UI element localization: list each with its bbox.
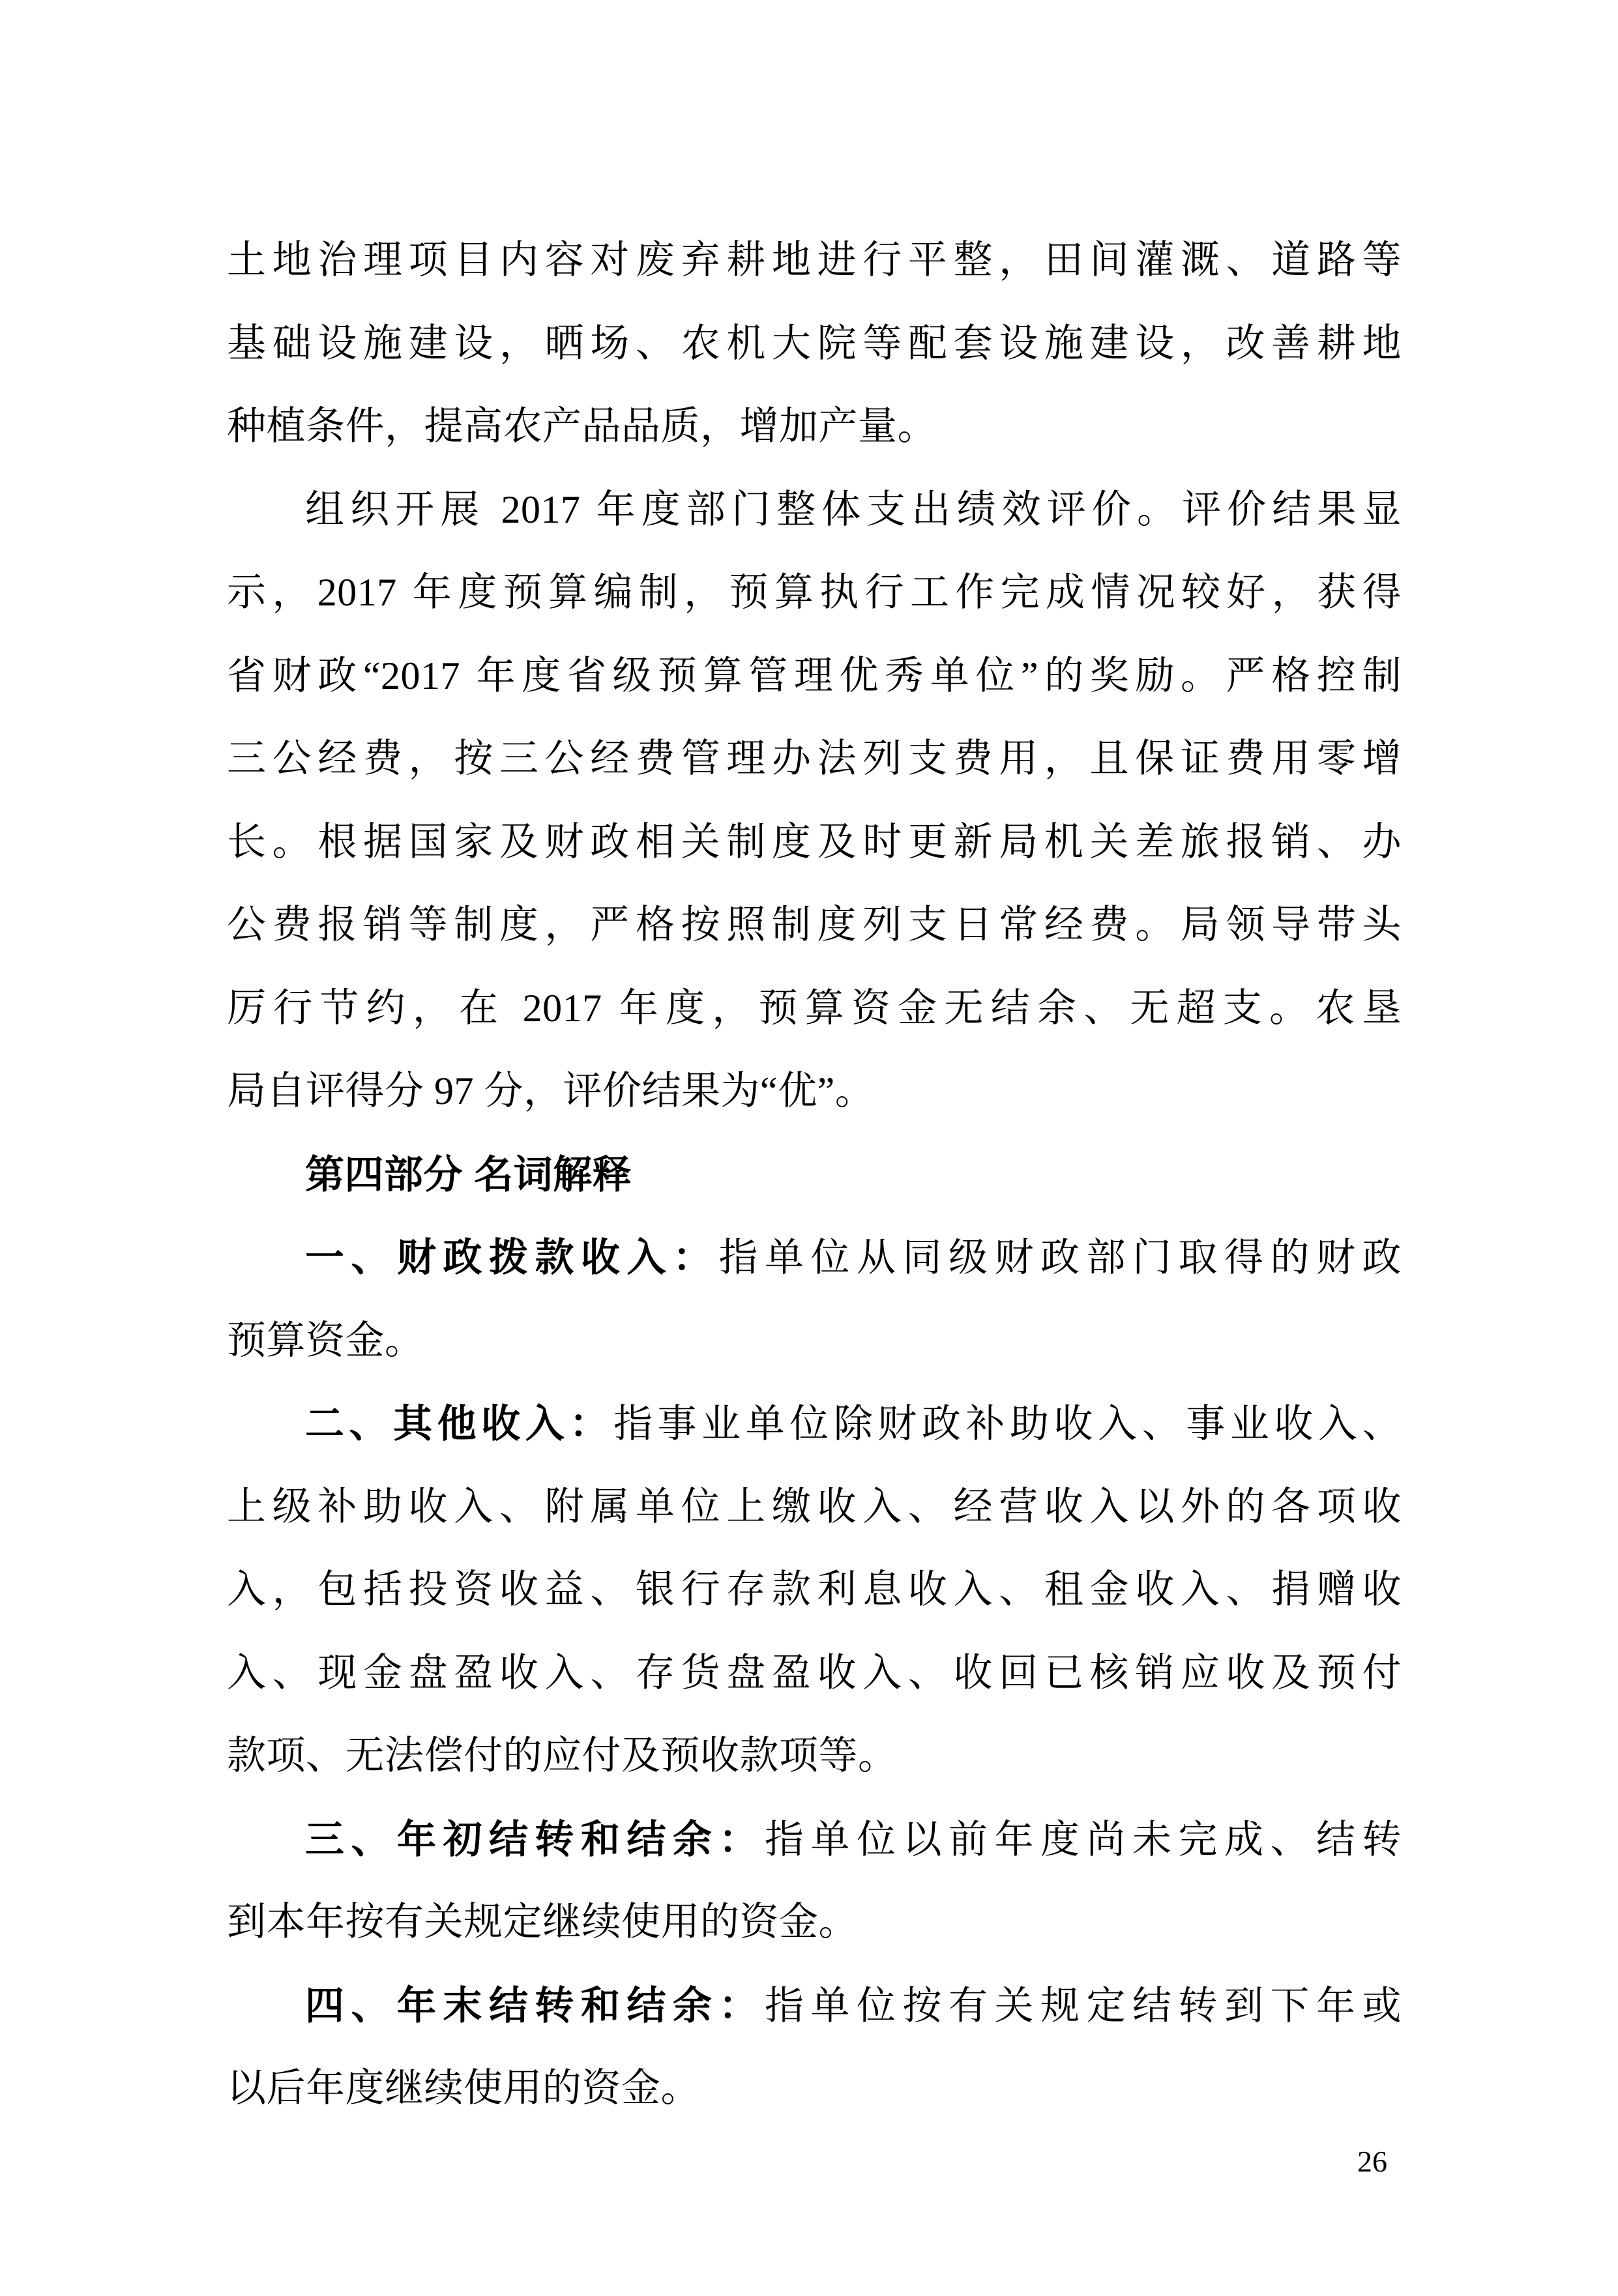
text-line: [227, 718, 1402, 801]
text-line: [227, 1881, 1402, 1964]
text-line: [227, 385, 1402, 469]
text-line: [227, 1382, 1402, 1466]
text-run: 公费报销等制度，严格按照制度列支日常经费。局领导带头: [227, 903, 1402, 946]
text-line: [227, 967, 1402, 1051]
text-line: [227, 551, 1402, 635]
text-run: 示，2017 年度预算编制，预算执行工作完成情况较好，获得: [227, 571, 1402, 614]
bold-text-run: 三、年初结转和结余：: [305, 1817, 765, 1861]
text-run: 土地治理项目内容对废弃耕地进行平整，田间灌溉、道路等: [227, 239, 1402, 282]
text-run: 以后年度继续使用的资金。: [227, 2067, 700, 2110]
text-run: 指单位以前年度尚未完成、结转: [765, 1818, 1402, 1861]
text-run: 省财政“2017 年度省级预算管理优秀单位”的奖励。严格控制: [227, 654, 1402, 697]
text-line: [227, 1964, 1402, 2048]
text-line: [227, 884, 1402, 967]
text-line: [227, 1300, 1402, 1383]
text-run: 指事业单位除财政补助收入、事业收入、: [613, 1402, 1402, 1446]
text-run: 局自评得分 97 分，评价结果为“优”。: [227, 1069, 875, 1112]
text-line: [227, 1715, 1402, 1798]
text-line: [227, 469, 1402, 552]
text-line: [227, 801, 1402, 884]
text-run: 三公经费，按三公经费管理办法列支费用，且保证费用零增: [227, 737, 1402, 780]
text-line: [227, 1466, 1402, 1549]
text-line: [227, 1050, 1402, 1133]
text-run: 组织开展 2017 年度部门整体支出绩效评价。评价结果显: [305, 487, 1402, 531]
text-line: [227, 1798, 1402, 1882]
bold-text-run: 一、财政拨款收入：: [305, 1236, 719, 1279]
text-run: 款项、无法偿付的应付及预收款项等。: [227, 1734, 898, 1777]
text-run: 入，包括投资收益、银行存款利息收入、租金收入、捐赠收: [227, 1568, 1402, 1611]
bold-text-run: 二、其他收入：: [305, 1402, 613, 1446]
text-line: [227, 1133, 1402, 1217]
text-run: 入、现金盘盈收入、存货盘盈收入、收回已核销应收及预付: [227, 1651, 1402, 1694]
text-run: 种植条件，提高农产品品质，增加产量。: [227, 405, 937, 448]
document-body: [227, 219, 1402, 2130]
text-run: 基础设施建设，晒场、农机大院等配套设施建设，改善耕地: [227, 321, 1402, 365]
text-line: [227, 219, 1402, 302]
text-run: 厉行节约，在 2017 年度，预算资金无结余、无超支。农垦: [227, 986, 1402, 1030]
text-line: [227, 302, 1402, 386]
page-number: 26: [1357, 2145, 1387, 2178]
text-run: 到本年按有关规定继续使用的资金。: [227, 1900, 858, 1943]
text-run: 指单位按有关规定结转到下年或: [765, 1984, 1402, 2027]
text-run: 指单位从同级财政部门取得的财政: [718, 1236, 1402, 1279]
text-run: 预算资金。: [227, 1318, 424, 1362]
text-line: [227, 1548, 1402, 1632]
text-line: [227, 2047, 1402, 2130]
text-line: [227, 635, 1402, 718]
text-line: [227, 1216, 1402, 1300]
bold-text-run: 第四部分 名词解释: [305, 1152, 632, 1197]
text-run: 上级补助收入、附属单位上缴收入、经营收入以外的各项收: [227, 1485, 1402, 1528]
bold-text-run: 四、年末结转和结余：: [305, 1983, 765, 2027]
text-run: 长。根据国家及财政相关制度及时更新局机关差旅报销、办: [227, 820, 1402, 864]
text-line: [227, 1632, 1402, 1715]
